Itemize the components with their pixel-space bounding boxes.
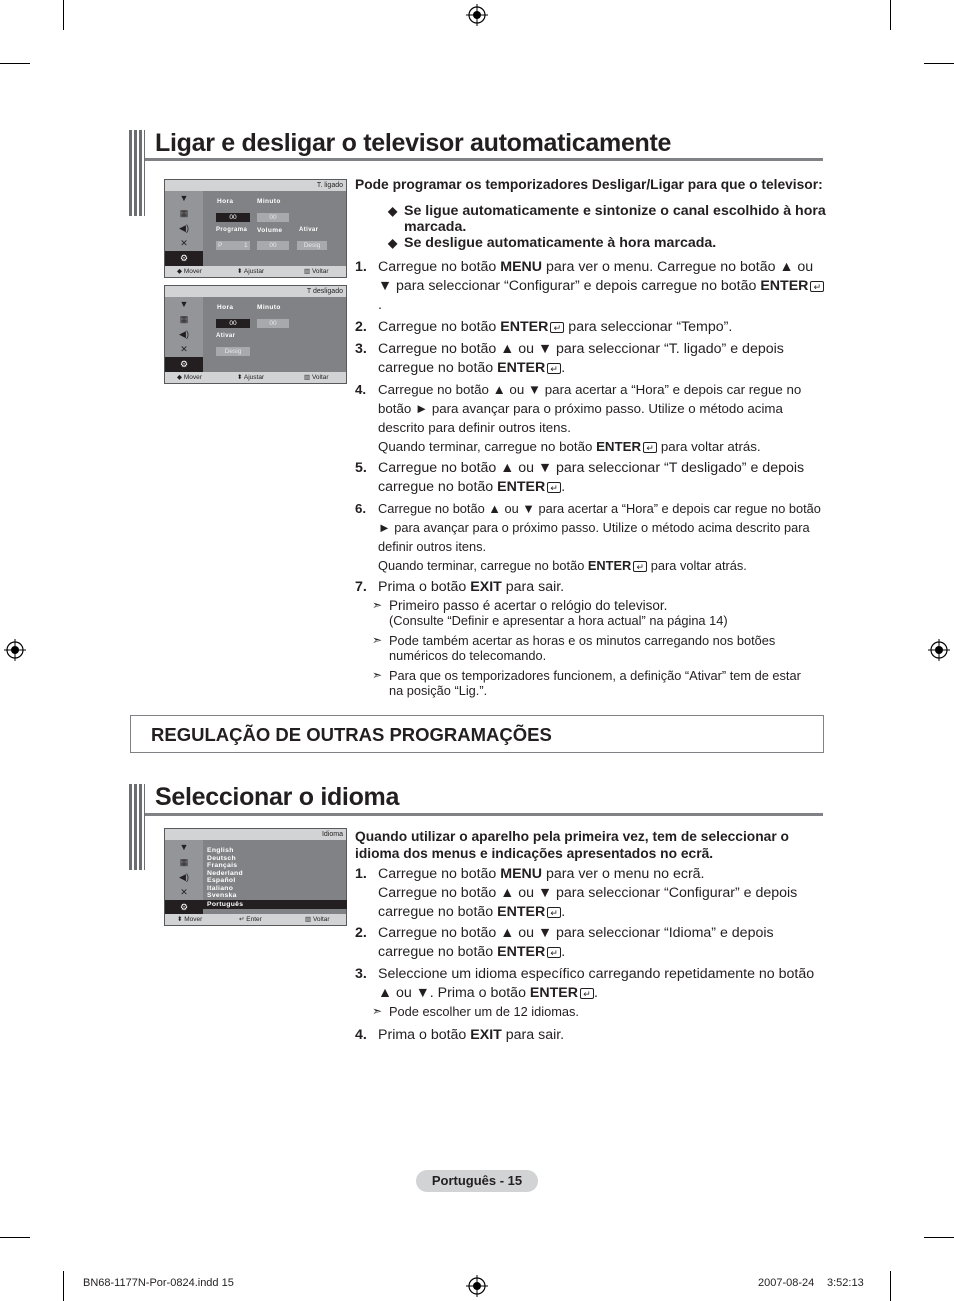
text-run: . <box>561 360 566 376</box>
step-item <box>355 318 825 337</box>
text-run: para sair. <box>501 1027 565 1043</box>
move-hint: ◆ Mover <box>177 374 202 381</box>
text-run: para sair. <box>501 579 565 595</box>
step-item <box>355 459 825 497</box>
setup-icon: ⚙ <box>165 357 203 372</box>
text-run: para voltar atrás. <box>647 558 747 573</box>
section-rule <box>145 813 823 816</box>
crop-mark <box>924 1237 954 1238</box>
language-option: English <box>207 847 234 854</box>
step-number: 2. <box>355 925 367 941</box>
step-item <box>355 258 825 315</box>
diamond-bullet-icon: ◆ <box>388 236 398 250</box>
key-label: ENTER <box>497 479 546 495</box>
program-number: 1 <box>244 242 248 249</box>
hour-value: 00 <box>216 319 250 328</box>
text-run: Carregue no botão ▲ ou ▼ para acertar a “Hora” e depois car regue no botão ► para avançar para o próximo passo. Utilize o método acima descrito para definir outros itens. <box>378 501 821 554</box>
osd-title: T. ligado <box>165 180 346 191</box>
text-run: Prima o botão <box>378 579 471 595</box>
text-run: na posição “Lig.”. <box>389 683 488 698</box>
enter-icon: ↵ <box>547 482 561 493</box>
adjust-hint: ⬍ Ajustar <box>237 268 265 275</box>
step-number: 6. <box>355 501 367 516</box>
step-number: 3. <box>355 966 367 982</box>
step-number: 4. <box>355 1027 367 1043</box>
text-run: Quando terminar, carregue no botão <box>378 439 597 454</box>
move-hint: ◆ Mover <box>177 268 202 275</box>
language-option: Deutsch <box>207 854 236 862</box>
move-label: Mover <box>183 268 202 275</box>
text-run: . <box>561 479 566 495</box>
crop-mark <box>63 0 64 30</box>
key-label: ENTER <box>529 985 578 1001</box>
step-number: 7. <box>355 579 367 595</box>
section-marker-bar <box>129 130 145 216</box>
language-option: Nederland <box>207 869 243 877</box>
language-option: Italiano <box>207 884 234 892</box>
hour-label: Hora <box>217 198 234 205</box>
text-run: Carregue no botão <box>378 866 501 882</box>
step-item <box>355 1026 825 1045</box>
crop-mark <box>0 63 30 64</box>
text-run: Carregue no botão ▲ ou ▼ para seleccionar “T desligado” e depois carregue no botão <box>378 460 805 495</box>
osd-language-screen <box>164 828 347 926</box>
osd-footer <box>165 372 346 383</box>
adjust-label: Ajustar <box>243 268 265 275</box>
step-text <box>378 318 825 337</box>
step-item <box>355 965 825 1003</box>
hour-label: Hora <box>217 304 234 311</box>
sound-icon: ◀) <box>179 872 189 882</box>
program-value <box>216 241 250 250</box>
return-label: Voltar <box>311 268 329 275</box>
bullet-item <box>388 203 828 235</box>
program-label: Programa <box>216 227 248 233</box>
minute-value: 00 <box>257 319 289 328</box>
text-run: . <box>378 297 382 313</box>
text-run: Primeiro passo é acertar o relógio do televisor. <box>389 598 668 613</box>
key-label: ENTER <box>500 319 549 335</box>
osd-footer <box>165 914 346 925</box>
text-run: . <box>561 904 566 920</box>
step-item <box>355 499 825 575</box>
antenna-icon: ▼ <box>179 193 189 203</box>
step-item <box>355 924 825 962</box>
text-run: Carregue no botão <box>378 259 501 275</box>
key-label: ENTER <box>497 360 546 376</box>
text-run: Prima o botão <box>378 1027 471 1043</box>
step-number: 5. <box>355 460 367 476</box>
program-prefix: P <box>218 242 223 249</box>
enter-icon: ↵ <box>547 947 561 958</box>
enter-hint: ↵ Enter <box>239 916 262 923</box>
activate-value: Desig <box>297 241 327 250</box>
move-hint: ⬍ Mover <box>177 916 203 923</box>
step-text <box>378 380 825 456</box>
step-number: 2. <box>355 319 367 335</box>
note-item <box>372 598 827 628</box>
volume-label: Volume <box>257 227 283 234</box>
text-run: numéricos do telecomando. <box>389 648 547 663</box>
step-number: 3. <box>355 341 367 357</box>
section-title: Seleccionar o idioma <box>155 783 400 811</box>
language-option: Svenska <box>207 892 237 899</box>
section-intro: Pode programar os temporizadores Desligar/Ligar para que o televisor: <box>355 177 823 192</box>
text-run: Carregue no botão ▲ ou ▼ para seleccionar “Configurar” e depois carregue no botão <box>378 885 798 920</box>
enter-icon: ↵ <box>643 442 657 453</box>
subheading-box <box>130 715 824 753</box>
step-number: 1. <box>355 866 367 882</box>
activate-label: Ativar <box>299 227 319 233</box>
crop-mark <box>890 0 891 30</box>
note-item <box>372 668 827 698</box>
key-label: ENTER <box>596 439 642 454</box>
diamond-bullet-icon: ◆ <box>388 204 398 218</box>
step-text <box>378 499 825 575</box>
footer-filename: BN68-1177N-Por-0824.indd 15 <box>83 1277 234 1289</box>
return-label: Voltar <box>311 374 329 381</box>
activate-label: Ativar <box>216 333 236 339</box>
bullet-text: Se ligue automaticamente e sintonize o canal escolhido à hora marcada. <box>404 203 826 235</box>
adjust-label: Ajustar <box>243 374 265 381</box>
move-label: Mover <box>184 916 203 923</box>
key-label: MENU <box>500 866 543 882</box>
step-text <box>378 258 825 315</box>
text-run: . <box>561 944 566 960</box>
step-item <box>355 578 825 597</box>
text-run: Para que os temporizadores funcionem, a definição “Ativar” tem de estar <box>389 668 801 683</box>
step-item <box>355 340 825 378</box>
osd-title: Idioma <box>165 829 346 840</box>
registration-mark-icon <box>466 4 488 26</box>
footer-date: 2007-08-24 <box>758 1277 815 1289</box>
antenna-icon: ▼ <box>179 299 189 309</box>
note-text <box>389 668 827 698</box>
step-text <box>378 340 825 378</box>
section-intro: Quando utilizar o aparelho pela primeira vez, tem de seleccionar o idioma dos menus e indicações apresentados no ecrã. <box>355 829 789 861</box>
minute-value: 00 <box>257 213 289 222</box>
crop-mark <box>924 63 954 64</box>
key-label: ENTER <box>497 944 546 960</box>
section-rule <box>145 158 823 161</box>
minute-label: Minuto <box>257 198 281 205</box>
step-text <box>378 924 825 962</box>
crop-mark <box>0 1237 30 1238</box>
note-item <box>372 633 827 663</box>
channel-icon: ▦ <box>179 314 189 324</box>
arrow-note-icon: ➣ <box>372 598 383 612</box>
text-run: Seleccione um idioma específico carregando repetidamente no botão ▲ ou ▼. Prima o botão <box>378 966 815 1001</box>
key-label: ENTER <box>587 558 632 573</box>
arrow-note-icon: ➣ <box>372 633 383 647</box>
bullet-text: Se desligue automaticamente à hora marcada. <box>404 235 717 251</box>
language-option: Español <box>207 877 236 884</box>
step-text <box>378 965 825 1003</box>
key-label: EXIT <box>470 579 502 595</box>
registration-mark-icon <box>4 639 26 661</box>
move-label: Mover <box>183 374 202 381</box>
adjust-hint: ⬍ Ajustar <box>237 374 265 381</box>
key-label: MENU <box>500 259 543 275</box>
return-hint: ▥ Voltar <box>304 268 329 275</box>
text-run: Quando terminar, carregue no botão <box>378 558 588 573</box>
osd-sidebar <box>165 297 203 374</box>
osd-sidebar <box>165 840 203 916</box>
channel-icon: ▦ <box>179 857 189 867</box>
language-option: Français <box>207 862 238 869</box>
text-run: para ver o menu no ecrã. <box>542 866 705 882</box>
enter-label: Enter <box>246 916 262 923</box>
step-number: 1. <box>355 259 367 275</box>
bullet-item <box>388 235 828 251</box>
step-item <box>355 380 825 456</box>
footer-time: 3:52:13 <box>827 1277 864 1289</box>
key-label: ENTER <box>497 904 546 920</box>
sound-icon: ◀) <box>179 329 189 339</box>
enter-icon: ↵ <box>633 561 647 572</box>
note-text <box>389 633 827 663</box>
subheading-text: REGULAÇÃO DE OUTRAS PROGRAMAÇÕES <box>151 724 552 745</box>
setup-icon: ⚙ <box>165 251 203 266</box>
hour-value: 00 <box>216 213 250 222</box>
text-run: Carregue no botão <box>378 319 501 335</box>
registration-mark-icon <box>928 639 950 661</box>
tools-icon: ✕ <box>180 238 188 248</box>
enter-icon: ↵ <box>810 281 824 292</box>
arrow-note-icon: ➣ <box>372 668 383 682</box>
osd-title: T desligado <box>165 286 346 297</box>
return-hint: ▥ Voltar <box>305 916 330 923</box>
section-title: Ligar e desligar o televisor automaticamente <box>155 129 672 157</box>
channel-icon: ▦ <box>179 208 189 218</box>
step-text <box>378 578 825 597</box>
note-text: Pode escolher um de 12 idiomas. <box>389 1004 579 1019</box>
antenna-icon: ▼ <box>179 842 189 852</box>
note-text <box>389 598 827 628</box>
text-run: Carregue no botão ▲ ou ▼ para acertar a “Hora” e depois car regue no botão ► para avançar para o próximo passo. Utilize o método acima descrito para definir outros itens. <box>378 382 802 435</box>
osd-sidebar <box>165 191 203 268</box>
arrow-note-icon: ➣ <box>372 1004 383 1018</box>
registration-mark-icon <box>466 1275 488 1297</box>
key-label: EXIT <box>470 1027 502 1043</box>
tools-icon: ✕ <box>180 344 188 354</box>
step-number: 4. <box>355 382 367 397</box>
volume-value: 00 <box>257 241 289 250</box>
crop-mark <box>63 1271 64 1301</box>
text-run: (Consulte “Definir e apresentar a hora actual” na página 14) <box>389 613 728 628</box>
note-item <box>372 1004 827 1019</box>
activate-value: Desig <box>216 347 250 356</box>
key-label: ENTER <box>760 278 809 294</box>
enter-icon: ↵ <box>547 363 561 374</box>
text-run: Pode também acertar as horas e os minutos carregando nos botões <box>389 633 776 648</box>
step-text <box>378 865 825 922</box>
page-number: Português - 15 <box>416 1170 538 1192</box>
osd-timer-off-screen <box>164 285 347 384</box>
text-run: para ver o menu. Carregue no botão ▲ ou ▼ para seleccionar “Configurar” e depois carregue no botão <box>378 259 814 294</box>
minute-label: Minuto <box>257 304 281 311</box>
text-run: Carregue no botão ▲ ou ▼ para seleccionar “Idioma” e depois carregue no botão <box>378 925 774 960</box>
language-option-selected: Português <box>207 901 244 908</box>
osd-footer <box>165 266 346 277</box>
step-item <box>355 865 825 922</box>
setup-icon: ⚙ <box>165 900 203 915</box>
tools-icon: ✕ <box>180 887 188 897</box>
step-text <box>378 459 825 497</box>
osd-timer-on-screen <box>164 179 347 278</box>
enter-icon: ↵ <box>547 907 561 918</box>
crop-mark <box>890 1271 891 1301</box>
sound-icon: ◀) <box>179 223 189 233</box>
step-text <box>378 1026 825 1045</box>
enter-icon: ↵ <box>580 988 594 999</box>
enter-icon: ↵ <box>550 322 564 333</box>
text-run: . <box>594 985 598 1001</box>
text-run: Carregue no botão ▲ ou ▼ para seleccionar “T. ligado” e depois carregue no botão <box>378 341 784 376</box>
section-marker-bar <box>129 784 145 870</box>
return-label: Voltar <box>312 916 330 923</box>
text-run: para seleccionar “Tempo”. <box>564 319 733 335</box>
return-hint: ▥ Voltar <box>304 374 329 381</box>
text-run: para voltar atrás. <box>657 439 761 454</box>
